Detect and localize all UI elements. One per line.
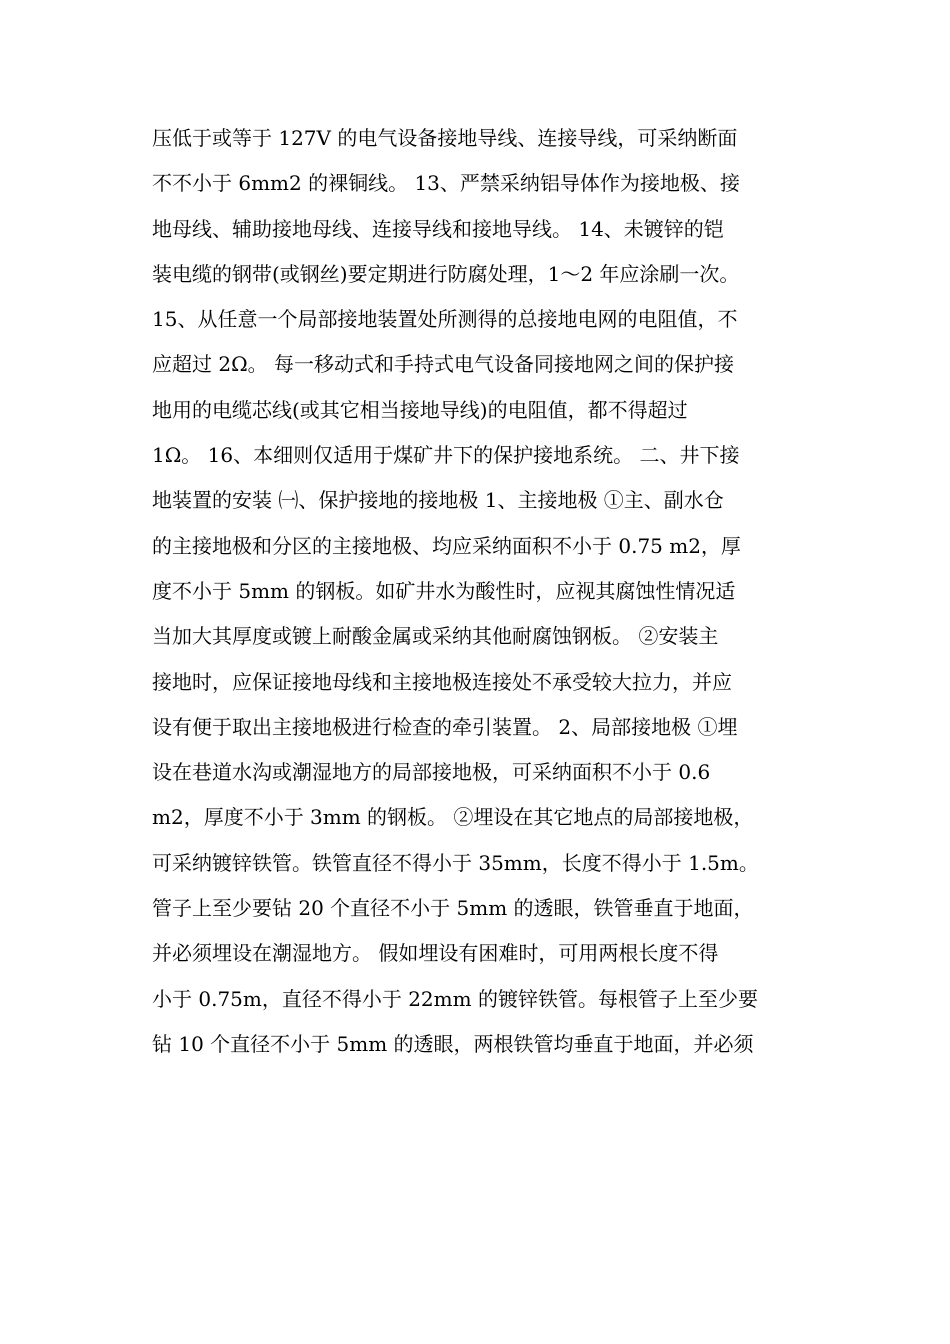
text-line: 设在巷道水沟或潮湿地方的局部接地极，可采纳面积不小于 0.6 — [152, 760, 711, 785]
text-line: 接地时，应保证接地母线和主接地极连接处不承受较大拉力，并应 — [152, 669, 732, 694]
text-line: 15、从任意一个局部接地装置处所测得的总接地电网的电阻值，不 — [152, 307, 738, 332]
text-line: 小于 0.75m，直径不得小于 22mm 的镀锌铁管。每根管子上至少要 — [152, 986, 758, 1011]
text-line: 管子上至少要钻 20 个直径不小于 5mm 的透眼，铁管垂直于地面， — [152, 896, 754, 921]
text-line: 压低于或等于 127V 的电气设备接地导线、连接导线，可采纳断面 — [152, 126, 738, 150]
text-line: 可采纳镀锌铁管。铁管直径不得小于 35mm，长度不得小于 1.5m。 — [152, 850, 759, 875]
text-line: 并必须埋设在潮湿地方。 假如埋设有困难时，可用两根长度不得 — [152, 941, 719, 966]
text-line: 钻 10 个直径不小于 5mm 的透眼，两根铁管均垂直于地面，并必须 — [152, 1031, 754, 1056]
text-line: 的主接地极和分区的主接地极、均应采纳面积不小于 0.75 m2，厚 — [152, 533, 741, 558]
text-line: 1Ω。 16、本细则仅适用于煤矿井下的保护接地系统。 二、井下接 — [152, 443, 740, 468]
text-line: 当加大其厚度或镀上耐酸金属或采纳其他耐腐蚀钢板。 ②安装主 — [152, 624, 719, 649]
body-text — [152, 116, 812, 1067]
text-line: 地母线、辅助接地母线、连接导线和接地导线。 14、未镀锌的铠 — [152, 216, 724, 241]
text-line: 度不小于 5mm 的钢板。如矿井水为酸性时，应视其腐蚀性情况适 — [152, 578, 736, 603]
text-line: 不不小于 6mm2 的裸铜线。 13、严禁采纳铝导体作为接地极、接 — [152, 171, 740, 196]
text-line: 地装置的安装 ㈠、保护接地的接地极 1、主接地极 ①主、副水仓 — [152, 488, 724, 513]
text-line: 应超过 2Ω。 每一移动式和手持式电气设备同接地网之间的保护接 — [152, 352, 735, 377]
text-line: 地用的电缆芯线(或其它相当接地导线)的电阻值，都不得超过 — [152, 397, 688, 422]
text-line: m2，厚度不小于 3mm 的钢板。 ②埋设在其它地点的局部接地极， — [152, 805, 754, 830]
text-line: 装电缆的钢带(或钢丝)要定期进行防腐处理，1～2 年应涂刷一次。 — [152, 261, 740, 286]
text-line: 设有便于取出主接地极进行检查的牵引装置。 2、局部接地极 ①埋 — [152, 714, 738, 739]
